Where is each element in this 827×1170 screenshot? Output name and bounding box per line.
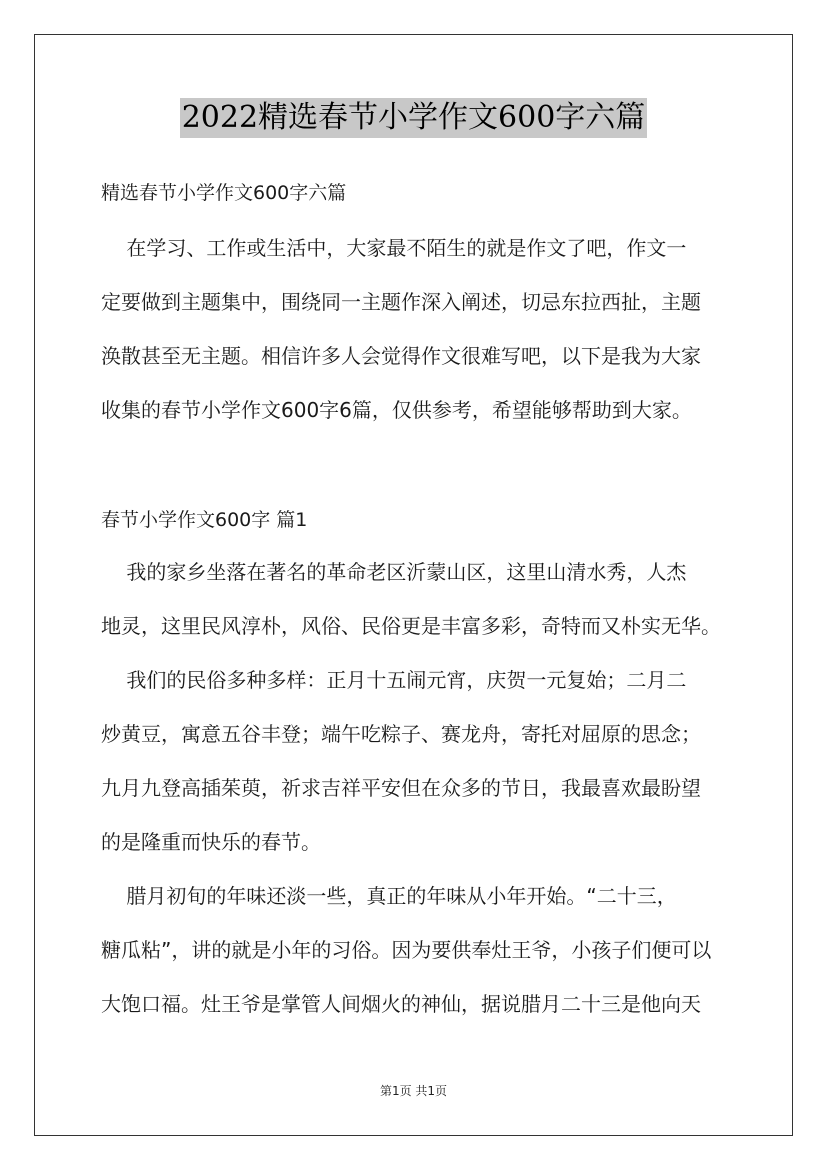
- body-line: 我的家乡坐落在著名的革命老区沂蒙山区，这里山清水秀，人杰: [101, 560, 687, 584]
- intro-line: 定要做到主题集中，围绕同一主题作深入阐述，切忌东拉西扯，主题: [101, 290, 701, 314]
- intro-line: 涣散甚至无主题。相信许多人会觉得作文很难写吧，以下是我为大家: [101, 344, 701, 368]
- document-title: 2022精选春节小学作文600字六篇: [180, 98, 648, 138]
- body-line: 腊月初旬的年味还淡一些，真正的年味从小年开始。“二十三，: [101, 884, 677, 908]
- body-line: 炒黄豆，寓意五谷丰登；端午吃粽子、赛龙舟，寄托对屈原的思念；: [101, 722, 701, 746]
- title-container: [0, 98, 827, 138]
- intro-line: 收集的春节小学作文600字6篇，仅供参考，希望能够帮助到大家。: [101, 398, 692, 422]
- body-line: 糖瓜粘”，讲的就是小年的习俗。因为要供奉灶王爷，小孩子们便可以: [101, 938, 712, 962]
- document-subtitle: 精选春节小学作文600字六篇: [101, 182, 347, 204]
- body-line: 的是隆重而快乐的春节。: [101, 830, 321, 854]
- page-number-footer: 第1页 共1页: [379, 1084, 448, 1098]
- body-line: 地灵，这里民风淳朴，风俗、民俗更是丰富多彩，奇特而又朴实无华。: [101, 614, 721, 638]
- body-line: 我们的民俗多种多样：正月十五闹元宵，庆贺一元复始；二月二: [101, 668, 687, 692]
- section-heading: 春节小学作文600字 篇1: [101, 509, 308, 531]
- intro-line: 在学习、工作或生活中，大家最不陌生的就是作文了吧，作文一: [101, 236, 687, 260]
- body-line: 大饱口福。灶王爷是掌管人间烟火的神仙，据说腊月二十三是他向天: [101, 992, 701, 1016]
- body-line: 九月九登高插茱萸，祈求吉祥平安但在众多的节日，我最喜欢最盼望: [101, 776, 701, 800]
